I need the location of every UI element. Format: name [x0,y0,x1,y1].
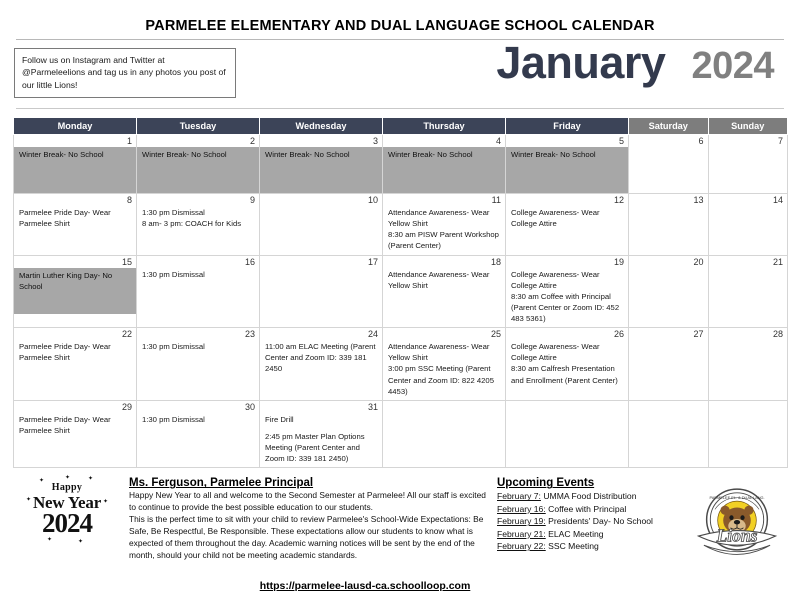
month-label: January [496,37,666,88]
day-number: 31 [367,401,378,412]
new-year-art [25,475,109,546]
day-event-line: Attendance Awareness- Wear Yellow Shirt [388,269,490,290]
logo-mascot-text: Lions [716,525,758,546]
upcoming-events-list [497,490,685,552]
page-title: PARMELEE ELEMENTARY AND DUAL LANGUAGE SCHOOL CALENDAR [145,18,655,34]
day-number: 8 [126,194,132,205]
upcoming-event-item [497,515,685,527]
upcoming-event-date: February 21: [497,528,546,539]
lions-mascot-logo-icon [691,479,783,571]
day-event-line: Parmelee Pride Day- Wear Parmelee Shirt [19,342,111,363]
calendar-day-20[interactable] [629,255,709,328]
calendar-header-wednesday: Wednesday [260,118,383,135]
day-events [506,340,628,389]
day-event-line: 1:30 pm Dismissal [142,207,205,217]
day-event-line: College Awareness- Wear College Attire [511,207,600,228]
day-events [260,413,382,468]
day-number: 23 [244,329,255,340]
principal-message [127,477,487,562]
principal-paragraph-1: Happy New Year to all and welcome to the Second Semester at Parmelee! All our staff is excited to continue to provide the best possible education to our students. [129,490,486,513]
day-number: 29 [121,401,132,412]
sparkle-icon: ✦ [64,475,70,482]
month-year-block [496,37,774,88]
day-number: 3 [372,136,378,146]
year-label: 2024 [691,45,774,87]
day-events [506,268,628,328]
website-url[interactable]: https://parmelee-lausd-ca.schoolloop.com [259,580,471,593]
school-logo [691,477,787,576]
day-number: 24 [367,329,378,340]
day-event-line: Attendance Awareness- Wear Yellow Shirt [388,207,490,228]
calendar-day-13[interactable] [629,193,709,255]
upcoming-event-date: February 16: [497,503,546,514]
day-events [137,268,259,283]
day-events [383,340,505,400]
calendar-day-empty [383,400,506,467]
day-number: 22 [121,329,132,340]
day-number: 12 [613,194,624,205]
day-event-line: 11:00 am ELAC Meeting (Parent Center and Zoom ID: 339 181 2450 [265,342,376,374]
day-number [506,401,628,402]
day-number: 21 [772,256,783,267]
sparkle-icon: ✦ [46,537,52,544]
sparkle-icon: ✦ [25,497,31,504]
calendar-grid [13,117,788,468]
calendar-day-31[interactable] [260,400,383,467]
calendar-day-21[interactable] [708,255,788,328]
day-number [709,401,788,402]
header-row [14,37,786,102]
day-shaded-event: Winter Break- No School [137,147,259,193]
day-event-line: 8:30 am Coffee with Principal (Parent Center or Zoom ID: 452 483 5361) [511,291,620,324]
day-event-line: College Awareness- Wear College Attire [511,269,600,290]
upcoming-events [493,477,685,552]
day-number: 11 [491,194,501,205]
calendar-week-row [14,135,788,194]
day-number: 15 [121,256,132,267]
calendar-day-3[interactable] [260,135,383,194]
day-number: 9 [249,194,255,205]
day-number: 14 [772,194,783,205]
day-number: 10 [367,194,378,205]
calendar-header-tuesday: Tuesday [137,118,260,135]
day-event-line: College Awareness- Wear College Attire [511,342,600,363]
day-events [137,206,259,232]
day-number: 17 [367,256,378,267]
social-media-note: Follow us on Instagram and Twitter at @Parmeleelions and tag us in any photos you post of our little Lions! [14,48,236,98]
day-events [506,206,628,232]
svg-text:PARMELEE EL. & DUAL LANG.: PARMELEE EL. & DUAL LANG. [709,496,765,501]
calendar-day-2[interactable] [137,135,260,194]
calendar-day-22[interactable] [14,328,137,401]
day-number [383,401,505,402]
calendar-day-12[interactable] [506,193,629,255]
calendar-day-9[interactable] [137,193,260,255]
day-number: 27 [693,329,704,340]
day-number: 26 [613,329,624,340]
calendar-week-row [14,400,788,467]
calendar-day-1[interactable] [14,135,137,194]
header-divider [16,108,784,109]
upcoming-event-date: February 7: [497,491,541,502]
calendar-header-monday: Monday [14,118,137,135]
day-number: 20 [693,256,704,267]
day-shaded-event: Winter Break- No School [260,147,382,193]
day-number: 5 [618,136,624,146]
day-event-line: 8 am- 3 pm: COACH for Kids [142,218,242,228]
calendar-day-19[interactable] [506,255,629,328]
day-number: 28 [772,329,783,340]
day-event-line: 8:30 am PISW Parent Workshop (Parent Center) [388,229,499,251]
day-number: 25 [490,329,501,340]
upcoming-event-text: SSC Meeting [545,541,599,552]
upcoming-event-item [497,540,685,552]
day-shaded-event: Winter Break- No School [506,147,628,193]
principal-body [129,490,487,562]
upcoming-event-item [497,528,685,540]
upcoming-events-title: Upcoming Events [497,477,595,490]
day-number: 19 [613,256,624,267]
calendar-day-30[interactable] [137,400,260,467]
sparkle-icon: ✦ [103,499,109,506]
calendar-day-14[interactable] [708,193,788,255]
calendar-day-18[interactable] [383,255,506,328]
sparkle-icon: ✦ [88,476,94,483]
calendar-day-25[interactable] [383,328,506,401]
day-shaded-event: Martin Luther King Day- No School [14,268,136,314]
day-shaded-event: Winter Break- No School [383,147,505,193]
principal-title: Ms. Ferguson, Parmelee Principal [129,477,314,490]
day-number: 7 [777,136,783,146]
day-event-line: 1:30 pm Dismissal [142,342,205,352]
day-event-line: Parmelee Pride Day- Wear Parmelee Shirt [19,414,111,435]
day-number: 2 [249,136,255,146]
upcoming-event-text: UMMA Food Distribution [540,491,637,502]
calendar-header-friday: Friday [506,118,629,135]
day-events [260,340,382,377]
calendar-day-29[interactable] [14,400,137,467]
day-event-line: 3:00 pm SSC Meeting (Parent Center and Zoom ID: 822 4205 4453) [388,364,494,396]
day-events [14,206,136,232]
day-number: 6 [698,136,704,146]
upcoming-event-text: Coffee with Principal [545,503,627,514]
calendar-day-11[interactable] [383,193,506,255]
day-number: 1 [126,136,132,146]
calendar-day-28[interactable] [708,328,788,401]
calendar-day-empty [506,400,629,467]
day-event-line: Fire Drill [265,414,294,424]
calendar-day-8[interactable] [14,193,137,255]
calendar-day-6[interactable] [629,135,709,194]
day-event-line: 8:30 am Calfresh Presentation and Enrollment (Parent Center) [511,364,618,385]
calendar-header-sunday: Sunday [708,118,788,135]
day-number: 18 [490,256,501,267]
calendar-day-27[interactable] [629,328,709,401]
day-number: 16 [244,256,255,267]
day-shaded-event: Winter Break- No School [14,147,136,193]
new-year-year-text: 2024 [41,508,92,539]
calendar-day-5[interactable] [506,135,629,194]
upcoming-event-text: ELAC Meeting [545,528,604,539]
calendar-day-26[interactable] [506,328,629,401]
sparkle-icon: ✦ [78,539,84,546]
upcoming-event-text: Presidents' Day- No School [545,516,653,527]
day-events [137,413,259,428]
new-year-happy-text: Happy [51,482,83,494]
day-events [137,340,259,355]
calendar-day-empty [629,400,709,467]
day-event-line: 1:30 pm Dismissal [142,414,205,424]
day-number [629,401,708,402]
sparkle-icon: ✦ [38,478,44,485]
calendar-day-17[interactable] [260,255,383,328]
calendar-day-23[interactable] [137,328,260,401]
calendar-day-15[interactable] [14,255,137,328]
day-number: 13 [693,194,704,205]
calendar-header-saturday: Saturday [629,118,709,135]
calendar-week-row [14,255,788,328]
day-event-line: 1:30 pm Dismissal [142,269,205,279]
calendar-header-thursday: Thursday [383,118,506,135]
day-event-line: Parmelee Pride Day- Wear Parmelee Shirt [19,207,111,228]
day-event-line: Attendance Awareness- Wear Yellow Shirt [388,342,490,363]
day-number: 30 [244,401,255,412]
calendar-day-24[interactable] [260,328,383,401]
page-header [0,0,800,109]
upcoming-event-date: February 19: [497,516,546,527]
calendar-week-row [14,193,788,255]
calendar-day-16[interactable] [137,255,260,328]
happy-new-year-graphic [13,475,121,546]
upcoming-event-item [497,490,685,502]
upcoming-event-item [497,503,685,515]
upcoming-event-date: February 22: [497,541,546,552]
calendar-day-4[interactable] [383,135,506,194]
day-events [14,413,136,439]
day-events [383,268,505,294]
new-year-text: New Year [32,493,102,513]
day-number: 4 [495,136,501,146]
day-events [383,206,505,255]
day-event-line: 2:45 pm Master Plan Options Meeting (Parent Center and Zoom ID: 339 181 2450) [265,431,365,464]
day-events [14,340,136,366]
calendar-day-10[interactable] [260,193,383,255]
page-footer [13,477,787,576]
calendar-body [14,135,788,468]
calendar-day-empty [708,400,788,467]
calendar-header-row [14,118,788,135]
calendar-day-7[interactable] [708,135,788,194]
calendar-week-row [14,328,788,401]
principal-paragraph-2: This is the perfect time to sit with your child to review Parmelee's School-Wide Expectations: Be Safe, Be Respectful, Be Responsible. These expectations allow our students to know what is expected of them throughout the day. Academic warning notices will be sent by the end of the month, should your child not be meeting academic standards. [129,514,484,560]
